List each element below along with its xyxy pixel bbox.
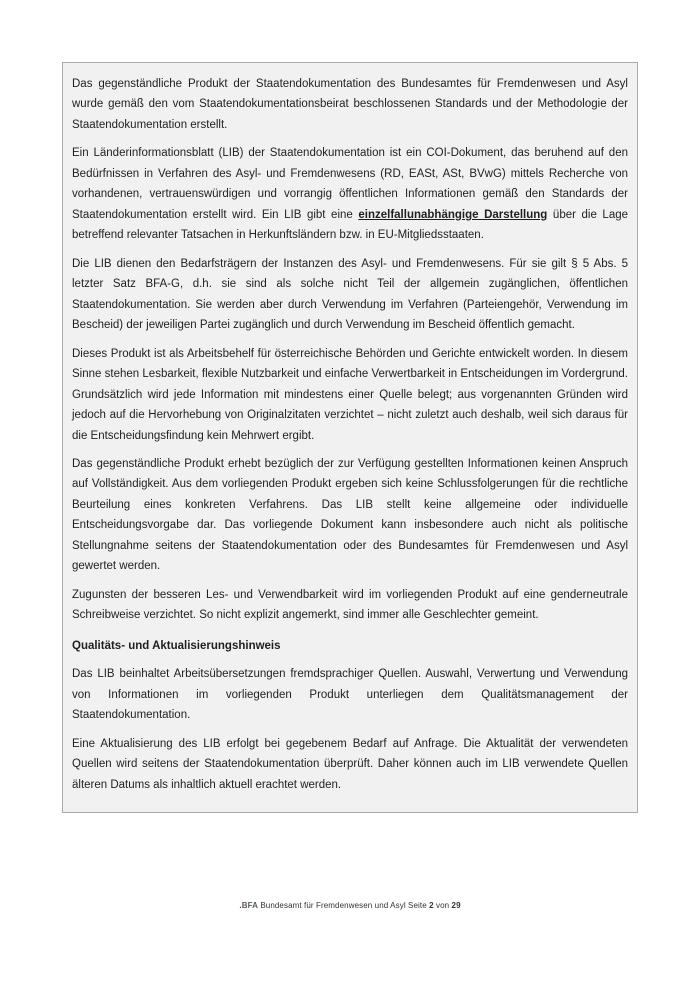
page-footer xyxy=(0,901,700,910)
paragraph-lib-definition-text: Ein Länderinformationsblatt (LIB) der Staatendokumentation ist ein COI-Dokument, das beruhend auf den Bedürfnissen in Verfahren des Asyl- und Fremdenwesens (RD, EASt, ASt, BVwG) mittels Recherche von vorhandenen, vertrauenswürdigen und vorrangig öffentlichen Informationen gemäß den Standards der Staatendokumentation erstellt wird. Ein LIB gibt eine xyxy=(72,147,628,221)
footer-organization: Bundesamt für Fremdenwesen und Asyl xyxy=(260,901,406,910)
footer-page-number: 2 xyxy=(429,901,434,910)
section-heading-qualitaet: Qualitäts- und Aktualisierungshinweis xyxy=(72,639,281,652)
paragraph-vollstaendigkeit: Das gegenständliche Produkt erhebt bezüglich der zur Verfügung gestellten Informationen keinen Anspruch auf Vollständigkeit. Aus dem vorliegenden Produkt ergeben sich keine Schlussfolgerungen für die rechtliche Beurteilung eines konkreten Verfahrens. Das LIB stellt keine allgemeine oder individuelle Entscheidungsvorgabe dar. Das vorliegende Dokument kann insbesondere auch nicht als politische Stellungnahme seitens der Staatendokumentation oder des Bundesamtes für Fremdenwesen und Asyl gewertet werden. xyxy=(72,457,628,573)
paragraph-lib-definition xyxy=(72,143,628,245)
paragraph-arbeitsuebersetzungen: Das LIB beinhaltet Arbeitsübersetzungen fremdsprachiger Quellen. Auswahl, Verwertung und Verwendung von Informationen im vorliegenden Produkt unterliegen dem Qualitätsmanagement der Staatendokumentation. xyxy=(72,668,628,722)
paragraph-product-standards: Das gegenständliche Produkt der Staatendokumentation des Bundesamtes für Fremdenwesen und Asyl wurde gemäß den vom Staatendokumentationsbeirat beschlossenen Standards und der Methodologie der Staatendokumentation erstellt. xyxy=(72,78,628,131)
paragraph-lib-definition-continuation: über die Lage betreffend relevanter Tatsachen in Herkunftsländern bzw. in EU-Mitgliedsstaaten. xyxy=(72,208,628,242)
footer-von-label: von xyxy=(435,901,450,910)
emphasis-einzelfallunabhaengige-darstellung: einzelfallunabhängige Darstellung xyxy=(358,208,548,221)
footer-page-total: 29 xyxy=(451,901,461,910)
paragraph-lib-usage: Die LIB dienen den Bedarfsträgern der Instanzen des Asyl- und Fremdenwesens. Für sie gilt § 5 Abs. 5 letzter Satz BFA-G, d.h. sie sind als solche nicht Teil der allgemein zugänglichen, öffentlichen Staatendokumentation. Sie werden aber durch Verwendung im Verfahren (Parteiengehör, Verwendung im Bescheid) der jeweiligen Partei zugänglich und durch Verwendung im Bescheid öffentlich gemacht. xyxy=(72,257,628,332)
disclaimer-box xyxy=(62,62,638,813)
bfa-logo-text: BFA xyxy=(241,901,259,910)
footer-seite-label: Seite xyxy=(408,901,427,910)
bfa-logo-dot: . xyxy=(239,901,242,910)
paragraph-aktualisierung: Eine Aktualisierung des LIB erfolgt bei gegebenem Bedarf auf Anfrage. Die Aktualität der verwendeten Quellen wird seitens der Staatendokumentation überprüft. Daher können auch im LIB verwendete Quellen älteren Datums als inhaltlich aktuell erachtet werden. xyxy=(72,737,628,791)
paragraph-genderneutral: Zugunsten der besseren Les- und Verwendbarkeit wird im vorliegenden Produkt auf eine genderneutrale Schreibweise verzichtet. So nicht explizit angemerkt, sind immer alle Geschlechter gemeint. xyxy=(72,588,628,622)
paragraph-arbeitsbehelf: Dieses Produkt ist als Arbeitsbehelf für österreichische Behörden und Gerichte entwickelt worden. In diesem Sinne stehen Lesbarkeit, flexible Nutzbarkeit und einfache Verwertbarkeit in Entscheidungen im Vordergrund. Grundsätzlich wird jede Information mit mindestens einer Quelle belegt; aus vorgenannten Gründen wird jedoch auf die Hervorhebung von Originalzitaten verzichtet – nicht zuletzt auch deshalb, weil sich daraus für die Entscheidungsfindung kein Mehrwert ergibt. xyxy=(72,347,628,442)
